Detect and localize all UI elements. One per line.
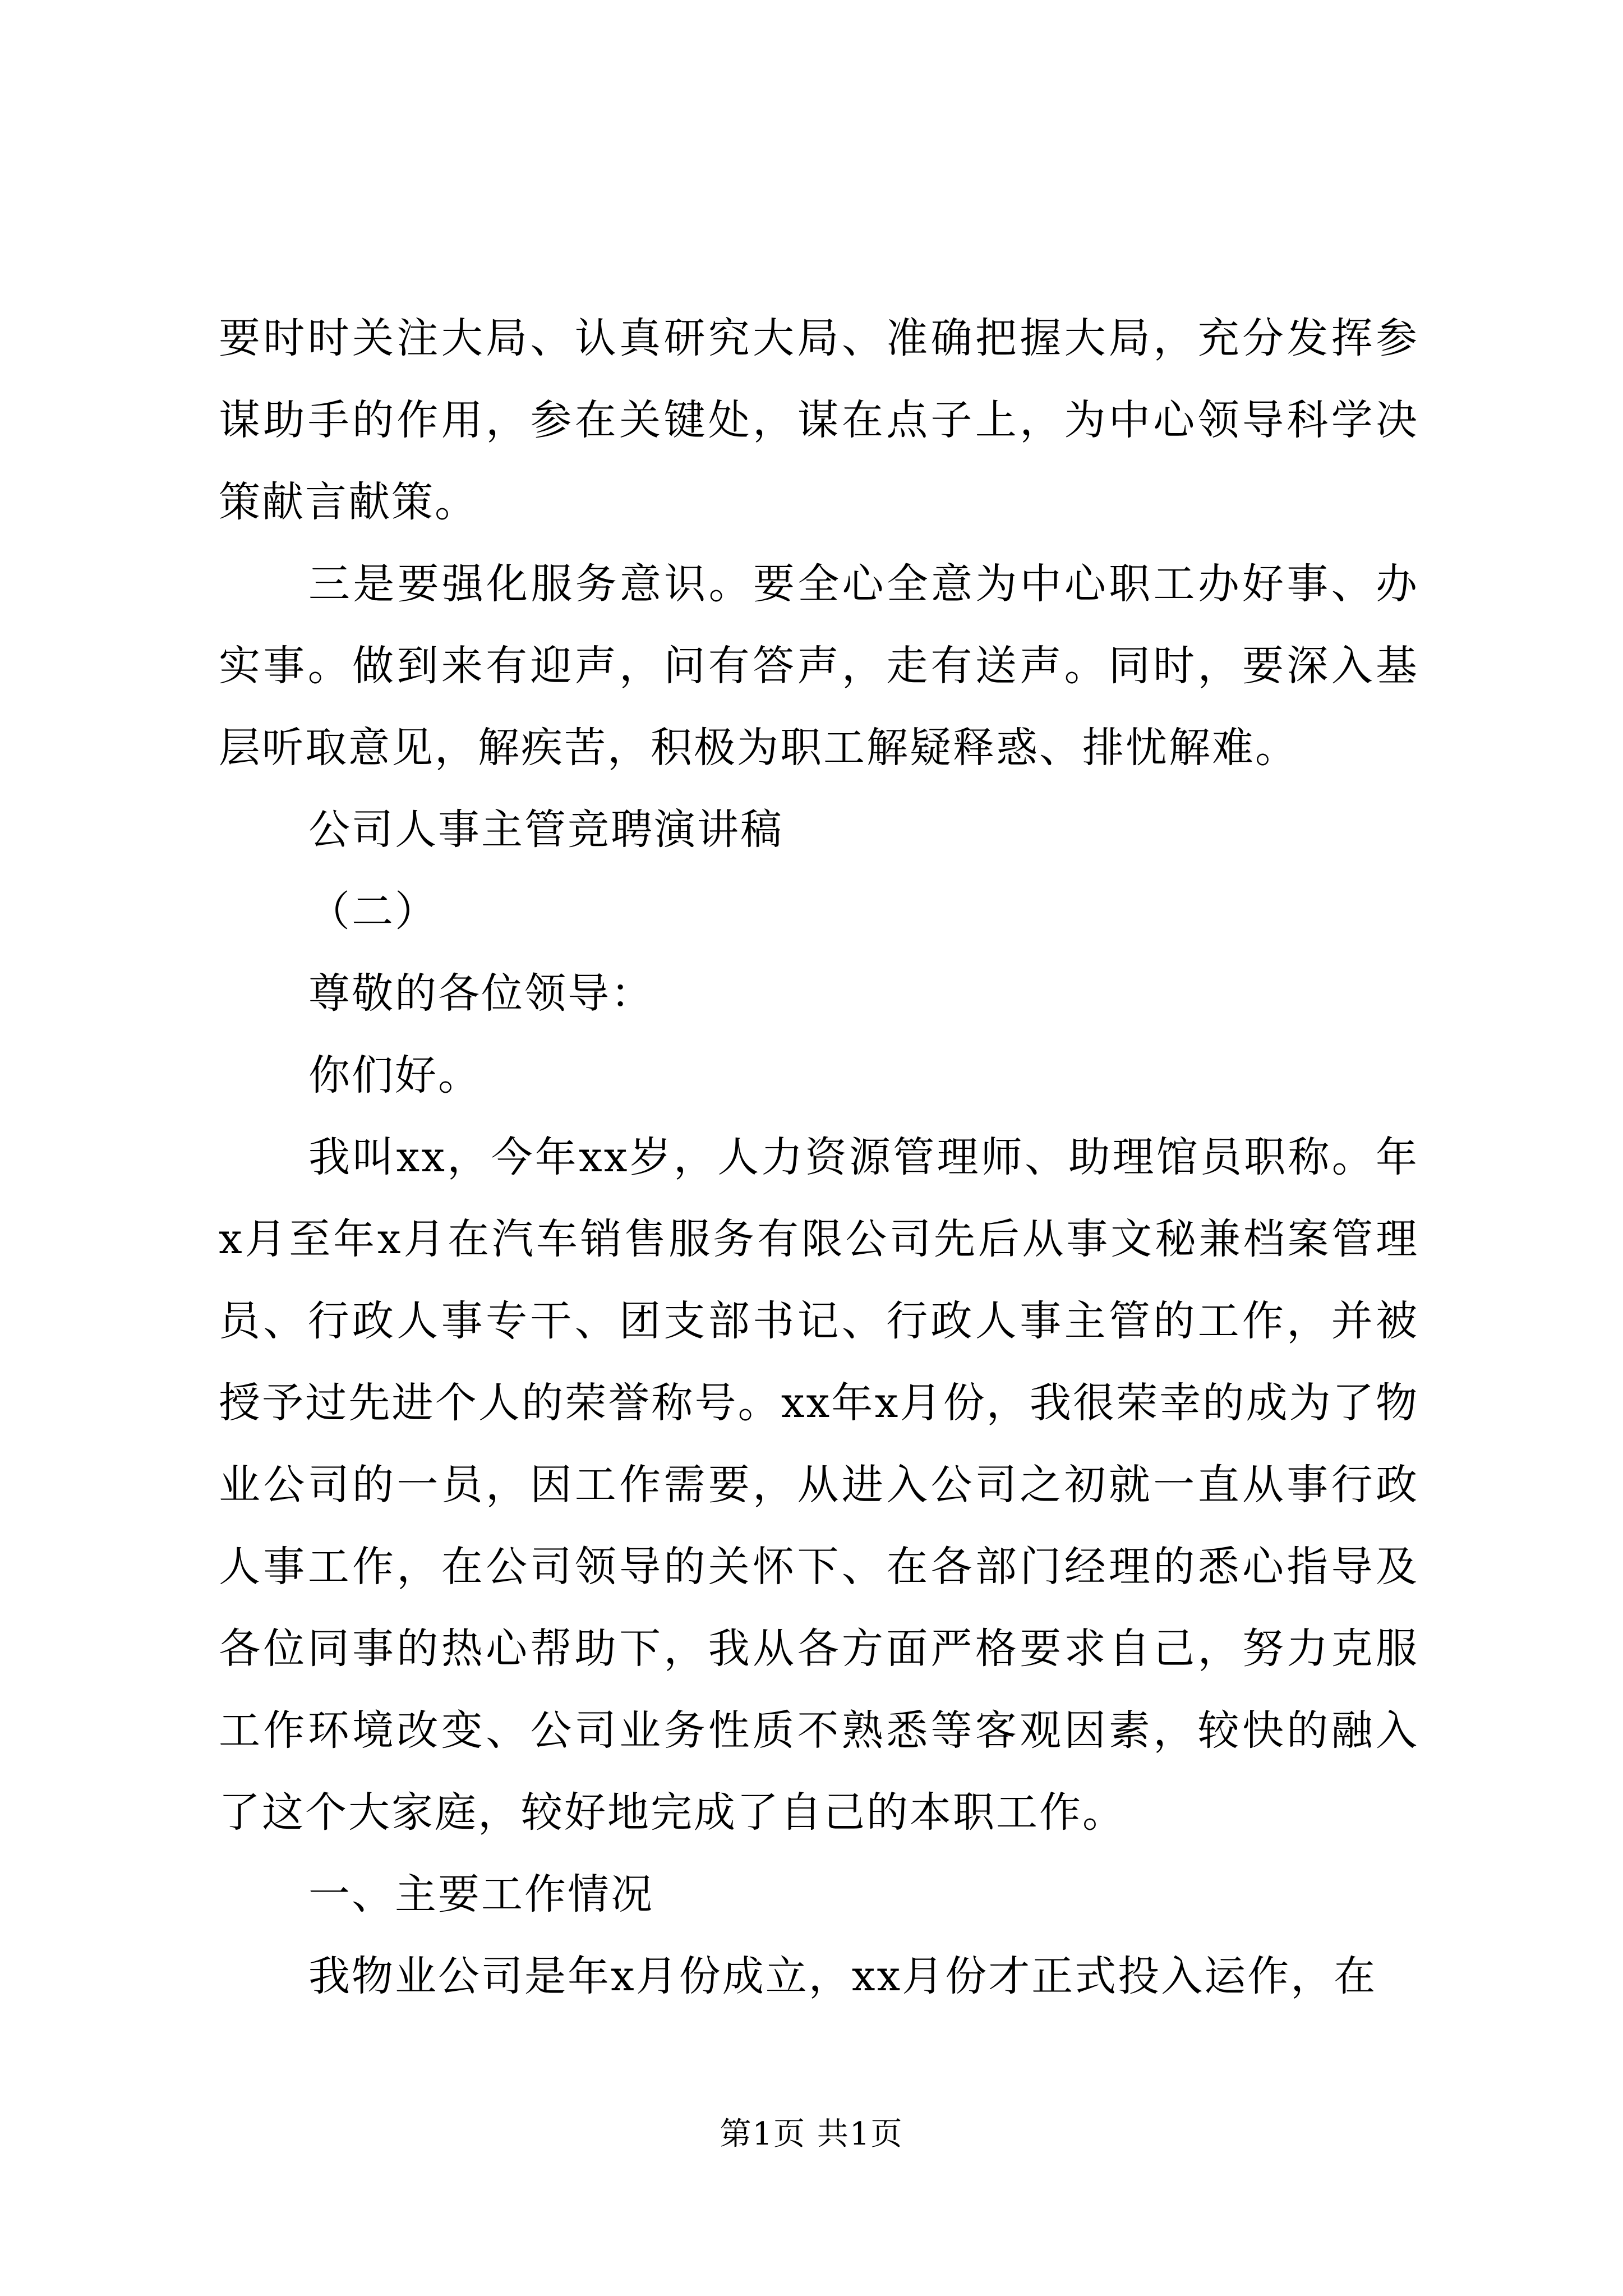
speech-title: 公司人事主管竞聘演讲稿 (308, 806, 783, 854)
paragraph-service-awareness: 三是要强化服务意识。要全心全意为中心职工办好事、办实事。做到来有迎声，问有答声，走有送声。同时，要深入基层听取意见，解疾苦，积极为职工解疑释惑、排忧解难。 (219, 560, 1419, 772)
greeting: 你们好。 (308, 1051, 481, 1099)
paragraph-self-introduction: 我叫xx，今年xx岁，人力资源管理师、助理馆员职称。年x月至年x月在汽车销售服务有限公司先后从事文秘兼档案管理员、行政人事专干、团支部书记、行政人事主管的工作，并被授予过先进个人的荣誉称号。xx年x月份，我很荣幸的成为了物业公司的一员，因工作需要，从进入公司之初就一直从事行政人事工作，在公司领导的关怀下、在各部门经理的悉心指导及各位同事的热心帮助下，我从各方面严格要求自己，努力克服工作环境改变、公司业务性质不熟悉等客观因素，较快的融入了这个大家庭，较好地完成了自己的本职工作。 (219, 1133, 1419, 1837)
paragraph-continuation: 要时时关注大局、认真研究大局、准确把握大局，充分发挥参谋助手的作用，参在关键处，谋在点子上，为中心领导科学决策献言献策。 (219, 314, 1419, 526)
section-heading-main-work: 一、主要工作情况 (308, 1870, 654, 1918)
page-footer: 第1页 共1页 (720, 2116, 903, 2152)
speech-number: （二） (308, 887, 438, 936)
salutation: 尊敬的各位领导： (308, 969, 654, 1018)
document-body (219, 297, 1419, 2017)
paragraph-company-background: 我物业公司是年x月份成立，xx月份才正式投入运作，在 (308, 1952, 1377, 2000)
